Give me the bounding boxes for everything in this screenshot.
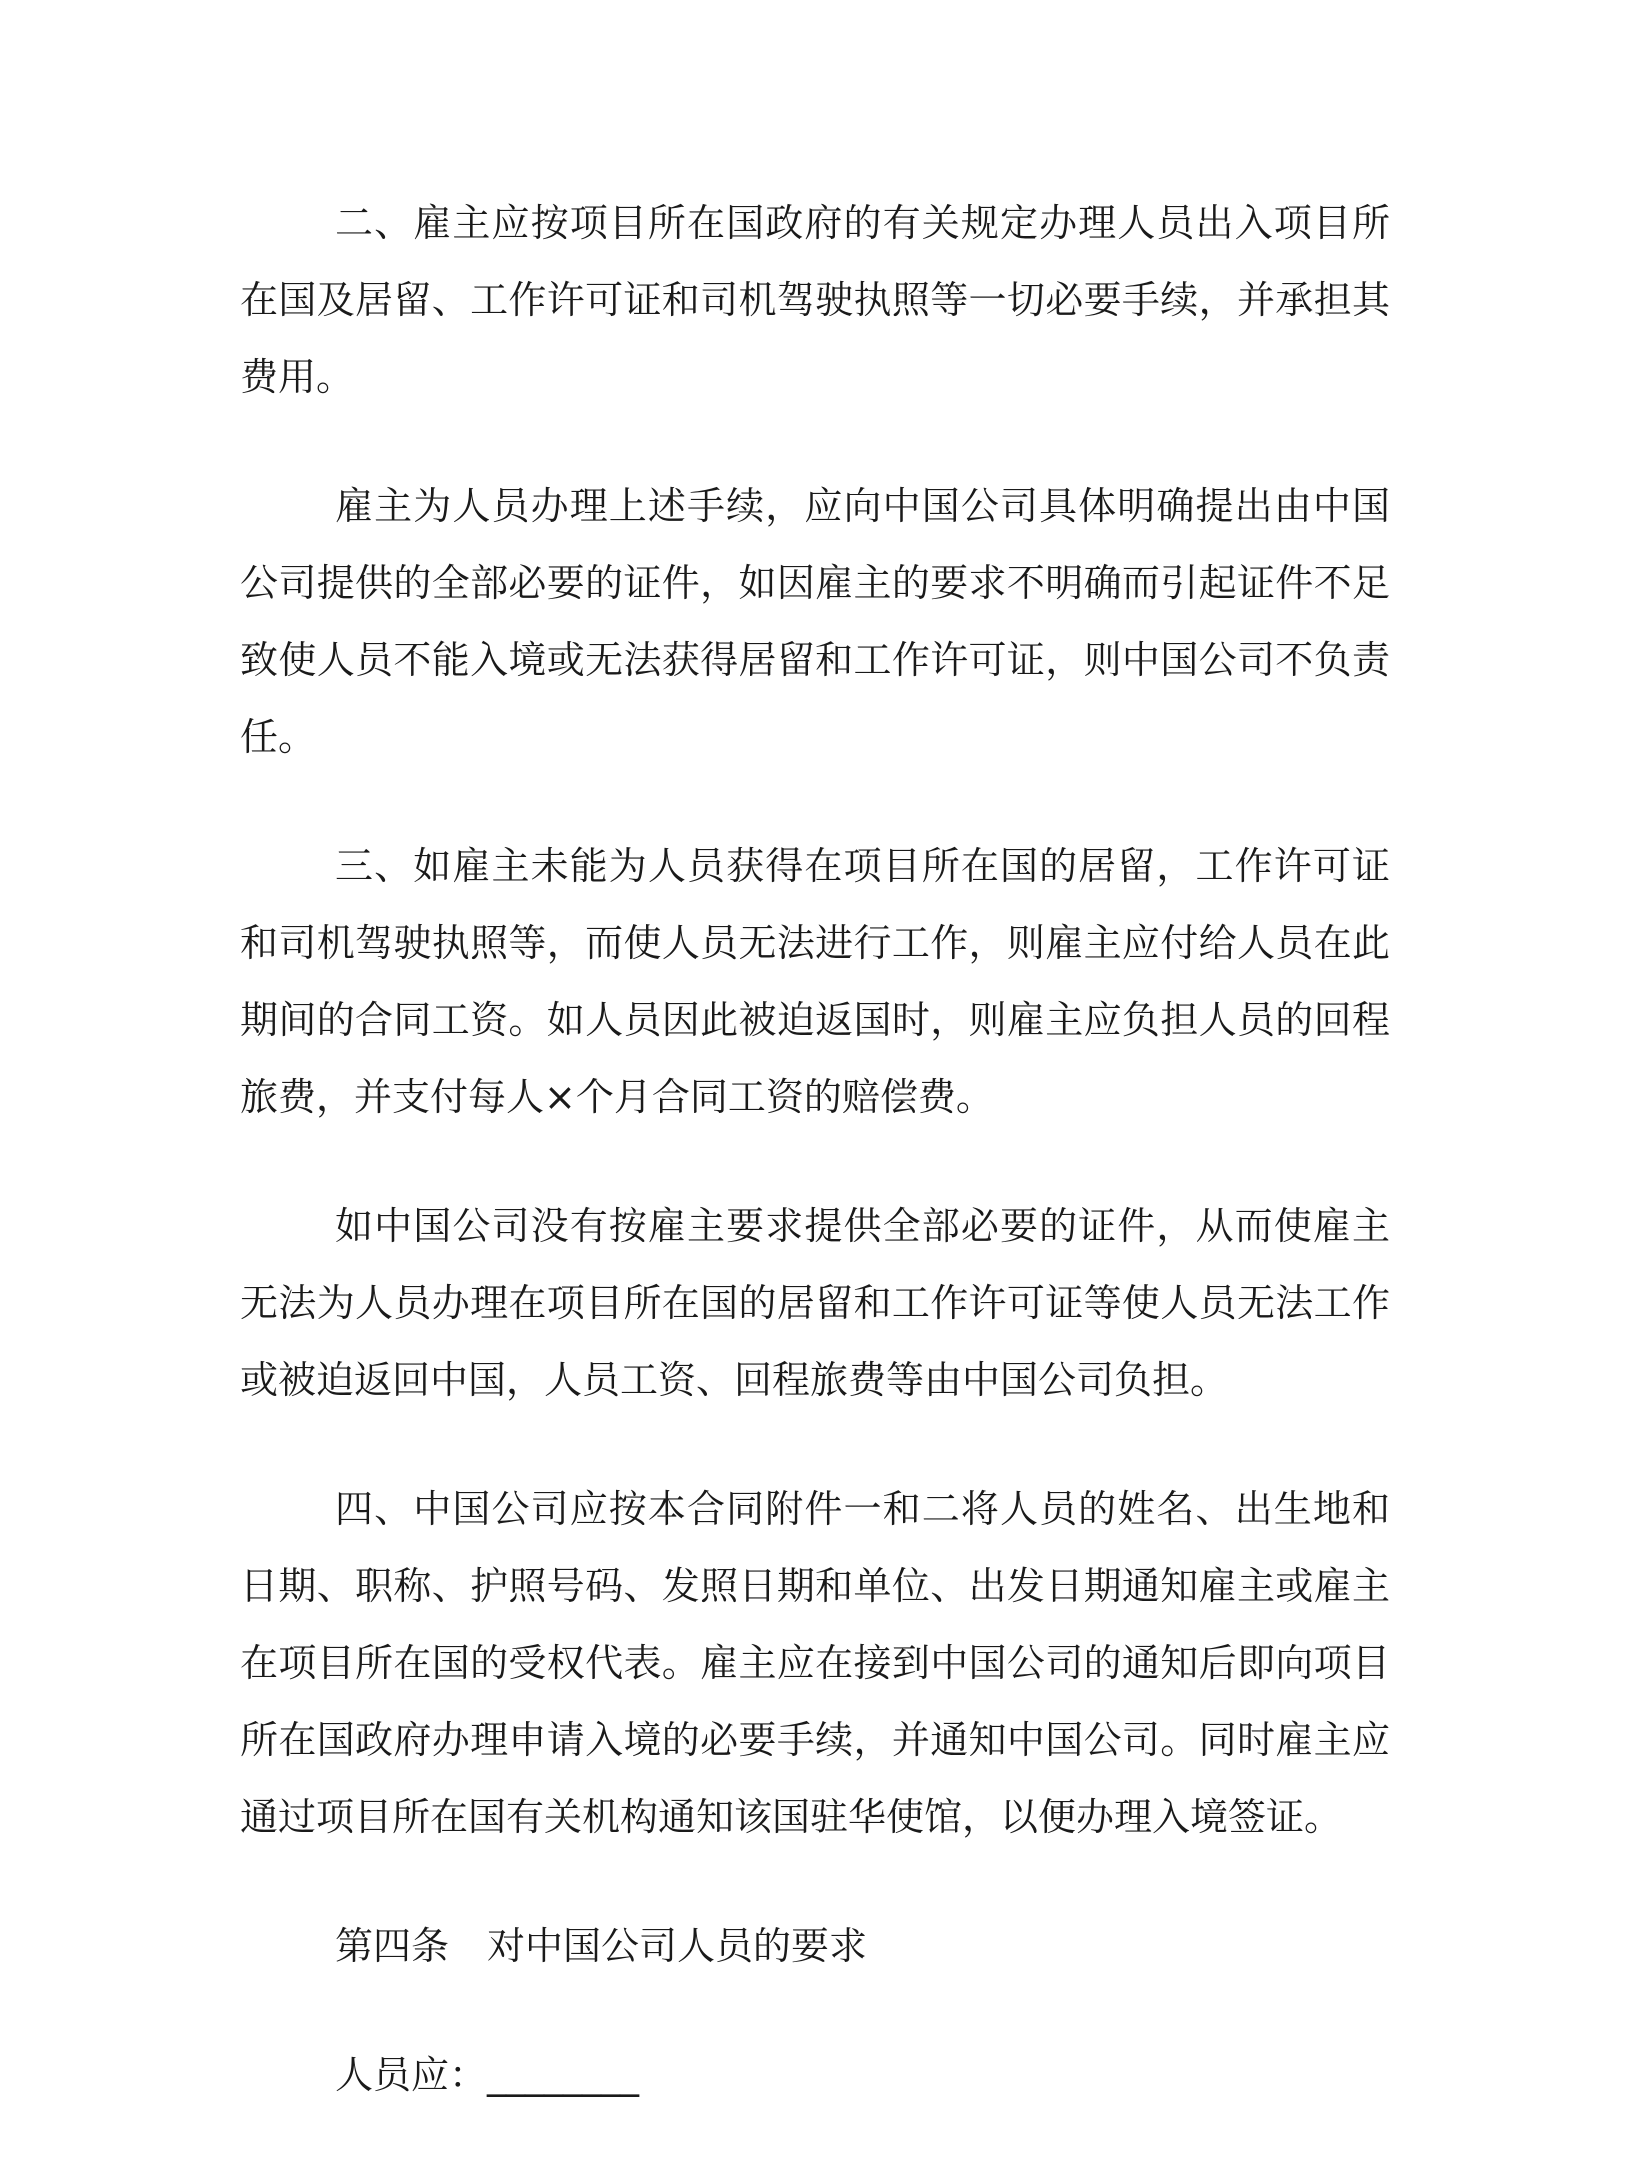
article-heading: 第四条 对中国公司人员的要求 [335,1924,868,1968]
paragraph-employer-formalities: 二、雇主应按项目所在国政府的有关规定办理人员出入项目所在国及居留、工作许可证和司机驾驶执照等一切必要手续，并承担其费用。 [240,201,1390,399]
paragraph-documents-requirement: 雇主为人员办理上述手续，应向中国公司具体明确提出由中国公司提供的全部必要的证件，如因雇主的要求不明确而引起证件不足致使人员不能入境或无法获得居留和工作许可证，则中国公司不负责任。 [240,484,1390,759]
paragraph-notification: 四、中国公司应按本合同附件一和二将人员的姓名、出生地和日期、职称、护照号码、发照日期和单位、出发日期通知雇主或雇主在项目所在国的受权代表。雇主应在接到中国公司的通知后即向项目所在国政府办理申请入境的必要手续，并通知中国公司。同时雇主应通过项目所在国有关机构通知该国驻华使馆，以便办理入境签证。 [240,1487,1390,1839]
document-body [240,185,1390,2166]
paragraph-employer-failure: 三、如雇主未能为人员获得在项目所在国的居留，工作许可证和司机驾驶执照等，而使人员无法进行工作，则雇主应付给人员在此期间的合同工资。如人员因此被迫返国时，则雇主应负担人员的回程旅费，并支付每人×个月合同工资的赔偿费。 [240,844,1390,1119]
personnel-requirement-line: 人员应：________ [335,2053,640,2097]
paragraph-company-failure: 如中国公司没有按雇主要求提供全部必要的证件，从而使雇主无法为人员办理在项目所在国的居留和工作许可证等使人员无法工作或被迫返回中国，人员工资、回程旅费等由中国公司负担。 [240,1204,1390,1402]
